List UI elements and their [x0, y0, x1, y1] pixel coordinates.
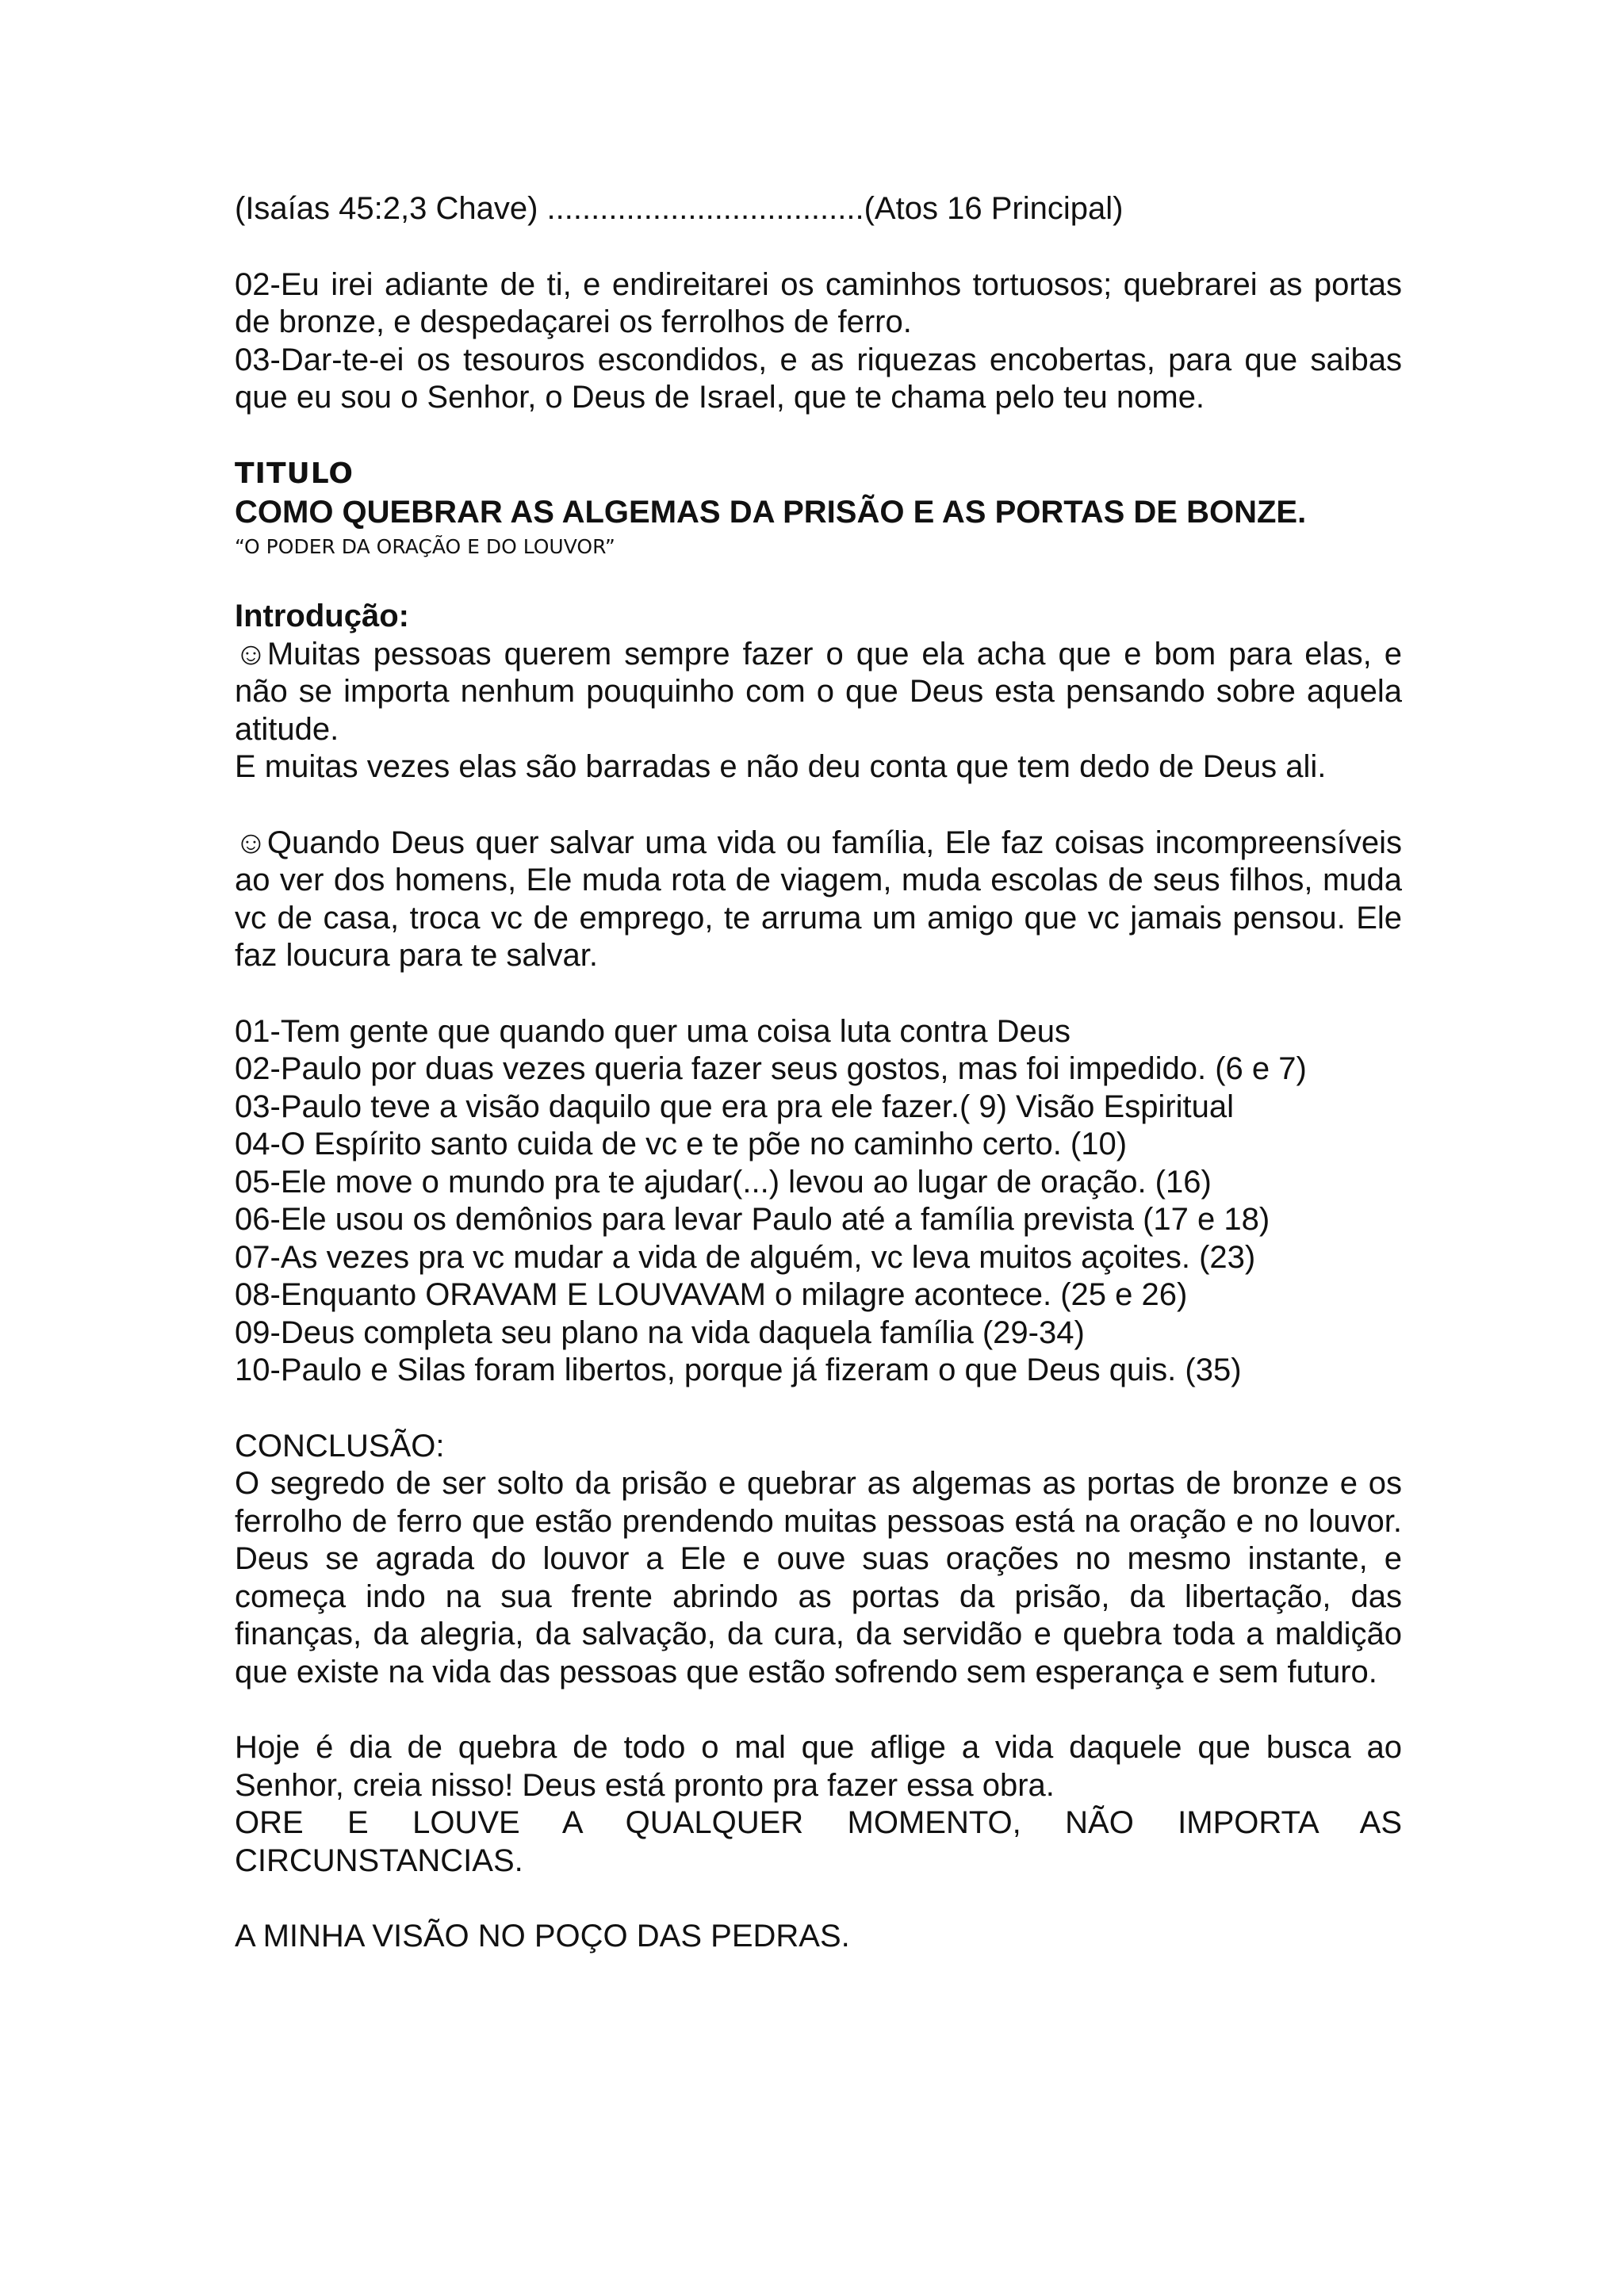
- introduction-paragraph-2: E muitas vezes elas são barradas e não deu conta que tem dedo de Deus ali.: [235, 749, 1327, 784]
- conclusion-heading: CONCLUSÃO:: [235, 1428, 445, 1464]
- conclusion-paragraph-2: Hoje é dia de quebra de todo o mal que aflige a vida daquele que busca ao Senhor, creia nisso! Deus está pronto pra fazer essa obra.: [235, 1730, 1402, 1803]
- title-label: TITULO: [235, 457, 354, 490]
- points-list: [235, 1013, 1402, 1390]
- conclusion-paragraph-3: ORE E LOUVE A QUALQUER MOMENTO, NÃO IMPORTA AS CIRCUNSTANCIAS.: [235, 1805, 1402, 1878]
- list-item: 07-As vezes pra vc mudar a vida de alguém, vc leva muitos açoites. (23): [235, 1239, 1256, 1275]
- list-item: 02-Paulo por duas vezes queria fazer seus gostos, mas foi impedido. (6 e 7): [235, 1051, 1307, 1086]
- list-item: 05-Ele move o mundo pra te ajudar(...) levou ao lugar de oração. (16): [235, 1164, 1212, 1200]
- list-item: 03-Paulo teve a visão daquilo que era pra ele fazer.( 9) Visão Espiritual: [235, 1089, 1235, 1124]
- list-item: 08-Enquanto ORAVAM E LOUVAVAM o milagre acontece. (25 e 26): [235, 1277, 1188, 1312]
- list-item: 06-Ele usou os demônios para levar Paulo até a família prevista (17 e 18): [235, 1202, 1270, 1237]
- verse-02: 02-Eu irei adiante de ti, e endireitarei os caminhos tortuosos; quebrarei as portas de bronze, e despedaçarei os ferrolhos de ferro.: [235, 266, 1402, 339]
- introduction-heading: Introdução:: [235, 598, 409, 633]
- conclusion-paragraph-1: O segredo de ser solto da prisão e quebrar as algemas as portas de bronze e os ferrolho de ferro que estão prendendo muitas pessoas está na oração e no louvor. Deus se agrada do louvor a Ele e ouve suas orações no mesmo instante, e começa indo na sua frente abrindo as portas da prisão, da libertação, das finanças, da alegria, da salvação, da cura, da servidão e quebra toda a maldição que existe na vida das pessoas que estão sofrendo sem esperança e sem futuro.: [235, 1466, 1402, 1689]
- list-item: 04-O Espírito santo cuida de vc e te põe no caminho certo. (10): [235, 1127, 1128, 1161]
- scripture-reference-line: (Isaías 45:2,3 Chave) ....................................(Atos 16 Principal): [235, 191, 1124, 226]
- closing-line: A MINHA VISÃO NO POÇO DAS PEDRAS.: [235, 1919, 850, 1954]
- verse-03: 03-Dar-te-ei os tesouros escondidos, e as riquezas encobertas, para que saibas que eu sou o Senhor, o Deus de Israel, que te chama pelo teu nome.: [235, 342, 1402, 415]
- list-item: 09-Deus completa seu plano na vida daquela família (29-34): [235, 1314, 1085, 1350]
- introduction-paragraph-3: ☺Quando Deus quer salvar uma vida ou família, Ele faz coisas incompreensíveis ao ver dos homens, Ele muda rota de viagem, muda escolas de seus filhos, muda vc de casa, troca vc de emprego, te arruma um amigo que vc jamais pensou. Ele faz loucura para te salvar.: [235, 825, 1402, 973]
- sermon-subtitle: “O PODER DA ORAÇÃO E DO LOUVOR”: [235, 534, 615, 558]
- document-body: [235, 190, 1402, 1956]
- list-item: 10-Paulo e Silas foram libertos, porque já fizeram o que Deus quis. (35): [235, 1353, 1242, 1387]
- list-item: 01-Tem gente que quando quer uma coisa luta contra Deus: [235, 1013, 1071, 1049]
- sermon-title: COMO QUEBRAR AS ALGEMAS DA PRISÃO E AS PORTAS DE BONZE.: [235, 494, 1307, 530]
- introduction-paragraph-1: ☺Muitas pessoas querem sempre fazer o que ela acha que e bom para elas, e não se importa nenhum pouquinho com o que Deus esta pensando sobre aquela atitude.: [235, 636, 1402, 747]
